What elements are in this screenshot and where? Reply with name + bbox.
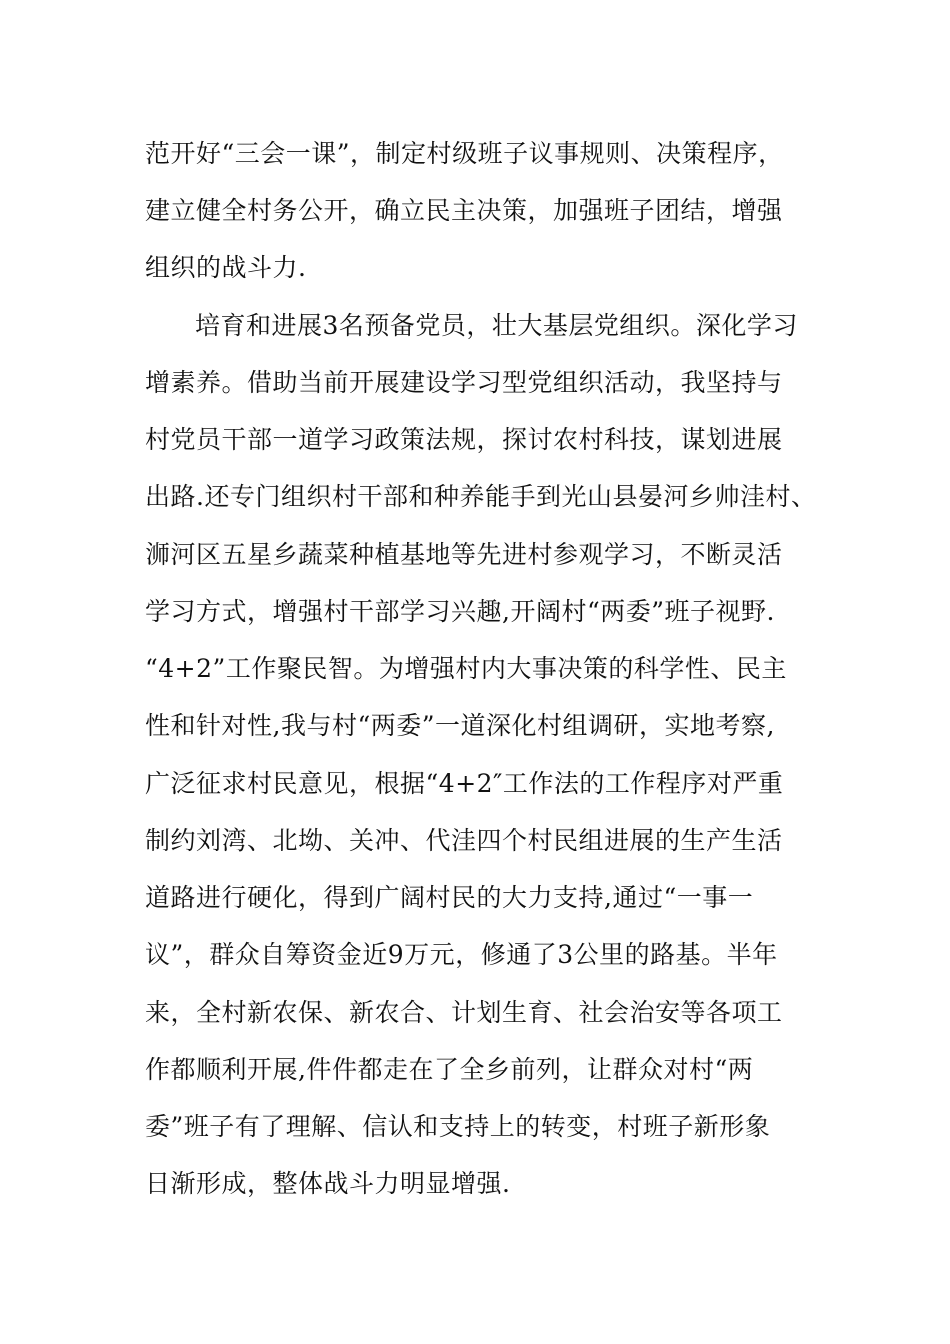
text-line: 出路.还专门组织村干部和种养能手到光山县晏河乡帅洼村、 bbox=[145, 482, 817, 511]
text-line: 性和针对性,我与村“两委”一道深化村组调研，实地考察, bbox=[145, 711, 775, 740]
text-line: 委”班子有了理解、信认和支持上的转变，村班子新形象 bbox=[145, 1112, 771, 1141]
text-line: 范开好“三会一课”，制定村级班子议事规则、决策程序， bbox=[145, 139, 784, 168]
text-line: “4+2”工作聚民智。为增强村内大事决策的科学性、民主 bbox=[145, 654, 787, 683]
text-line: 作都顺利开展,件件都走在了全乡前列，让群众对村“两 bbox=[145, 1055, 754, 1084]
text-line: 议”，群众自筹资金近9万元，修通了3公里的路基。半年 bbox=[145, 940, 778, 969]
text-line: 增素养。借助当前开展建设学习型党组织活动，我坚持与 bbox=[145, 368, 783, 397]
text-line: 制约刘湾、北坳、关冲、代洼四个村民组进展的生产生活 bbox=[145, 826, 783, 855]
text-line: 道路进行硬化，得到广阔村民的大力支持,通过“一事一 bbox=[145, 883, 754, 912]
text-line: 村党员干部一道学习政策法规，探讨农村科技，谋划进展 bbox=[145, 425, 783, 454]
text-line: 浉河区五星乡蔬菜种植基地等先进村参观学习，不断灵活 bbox=[145, 540, 783, 569]
paragraph-first-line: 培育和进展3名预备党员，壮大基层党组织。深化学习 bbox=[195, 311, 798, 340]
text-line: 广泛征求村民意见，根据“4+2″工作法的工作程序对严重 bbox=[145, 769, 784, 798]
text-line: 组织的战斗力. bbox=[145, 253, 307, 282]
text-line: 建立健全村务公开，确立民主决策，加强班子团结，增强 bbox=[145, 196, 783, 225]
text-line: 学习方式，增强村干部学习兴趣,开阔村“两委”班子视野. bbox=[145, 597, 775, 626]
text-line: 来，全村新农保、新农合、计划生育、社会治安等各项工 bbox=[145, 998, 783, 1027]
text-line: 日渐形成，整体战斗力明显增强. bbox=[145, 1169, 511, 1198]
